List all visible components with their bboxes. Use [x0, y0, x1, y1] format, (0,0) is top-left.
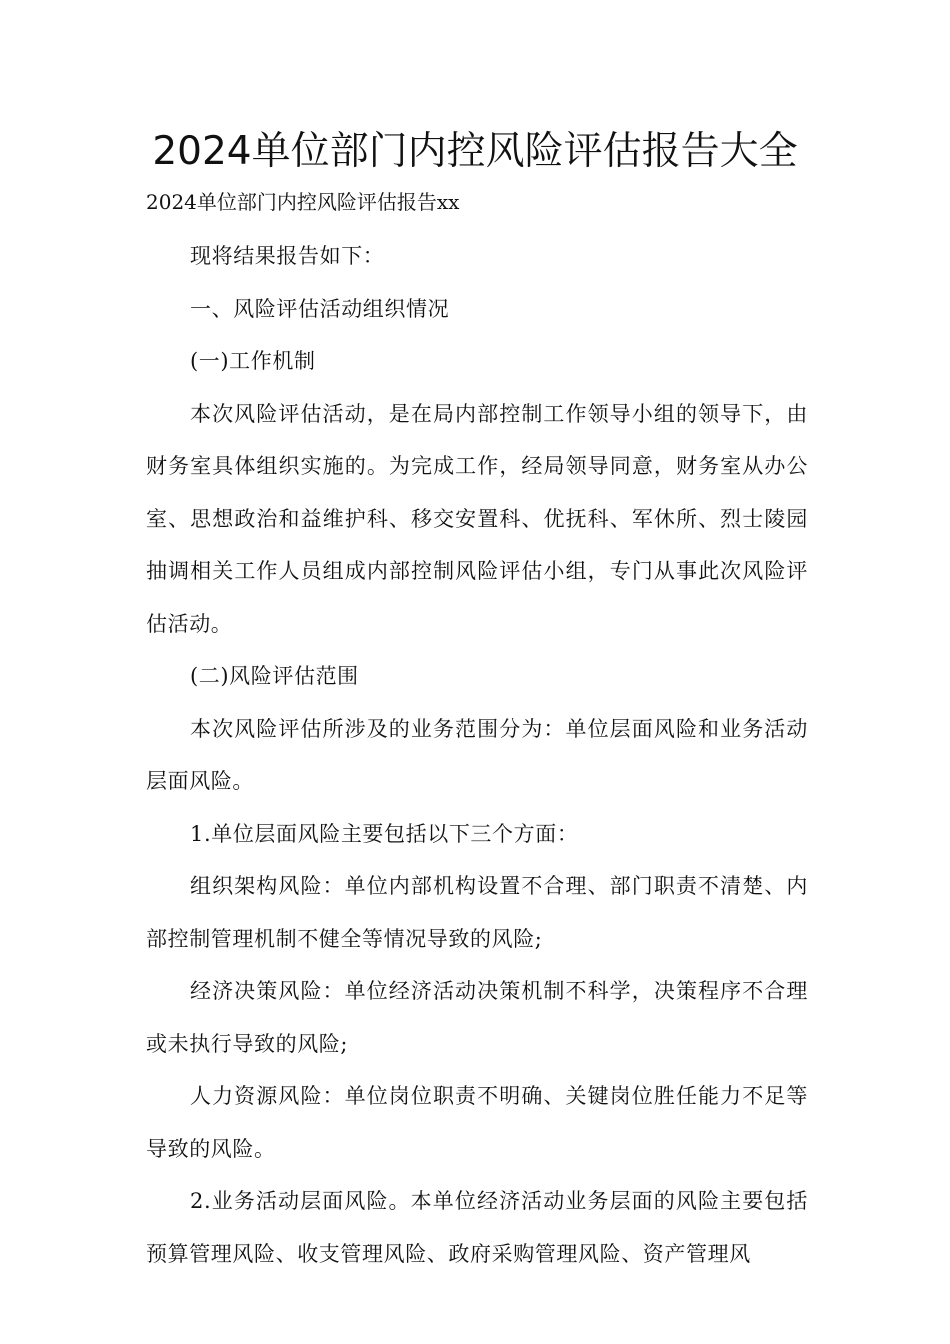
paragraph-org-structure-risk: 组织架构风险：单位内部机构设置不合理、部门职责不清楚、内部控制管理机制不健全等情况导致的风险; [146, 874, 808, 951]
heading-work-mechanism: (一)工作机制 [190, 349, 316, 373]
paragraph-economic-decision-risk: 经济决策风险：单位经济活动决策机制不科学，决策程序不合理或未执行导致的风险; [146, 979, 808, 1056]
document-subtitle: 2024单位部门内控风险评估报告xx [146, 190, 460, 214]
paragraph-work-mechanism: 本次风险评估活动，是在局内部控制工作领导小组的领导下，由财务室具体组织实施的。为完成工作，经局领导同意，财务室从办公室、思想政治和益维护科、移交安置科、优抚科、军休所、烈士陵园抽调相关工作人员组成内部控制风险评估小组，专门从事此次风险评估活动。 [146, 401, 808, 636]
document-title: 2024单位部门内控风险评估报告大全 [152, 129, 798, 174]
heading-assessment-scope: (二)风险评估范围 [190, 664, 359, 688]
paragraph-report-intro: 现将结果报告如下： [190, 244, 385, 268]
paragraph-assessment-scope: 本次风险评估所涉及的业务范围分为：单位层面风险和业务活动层面风险。 [146, 716, 808, 793]
paragraph-business-activity-risk: 2.业务活动层面风险。本单位经济活动业务层面的风险主要包括预算管理风险、收支管理风险、政府采购管理风险、资产管理风 [146, 1189, 808, 1266]
document-body [146, 230, 808, 1280]
heading-section-1: 一、风险评估活动组织情况 [190, 296, 450, 321]
paragraph-human-resource-risk: 人力资源风险：单位岗位职责不明确、关键岗位胜任能力不足等导致的风险。 [146, 1084, 808, 1161]
heading-unit-level-risk: 1.单位层面风险主要包括以下三个方面： [190, 821, 579, 846]
